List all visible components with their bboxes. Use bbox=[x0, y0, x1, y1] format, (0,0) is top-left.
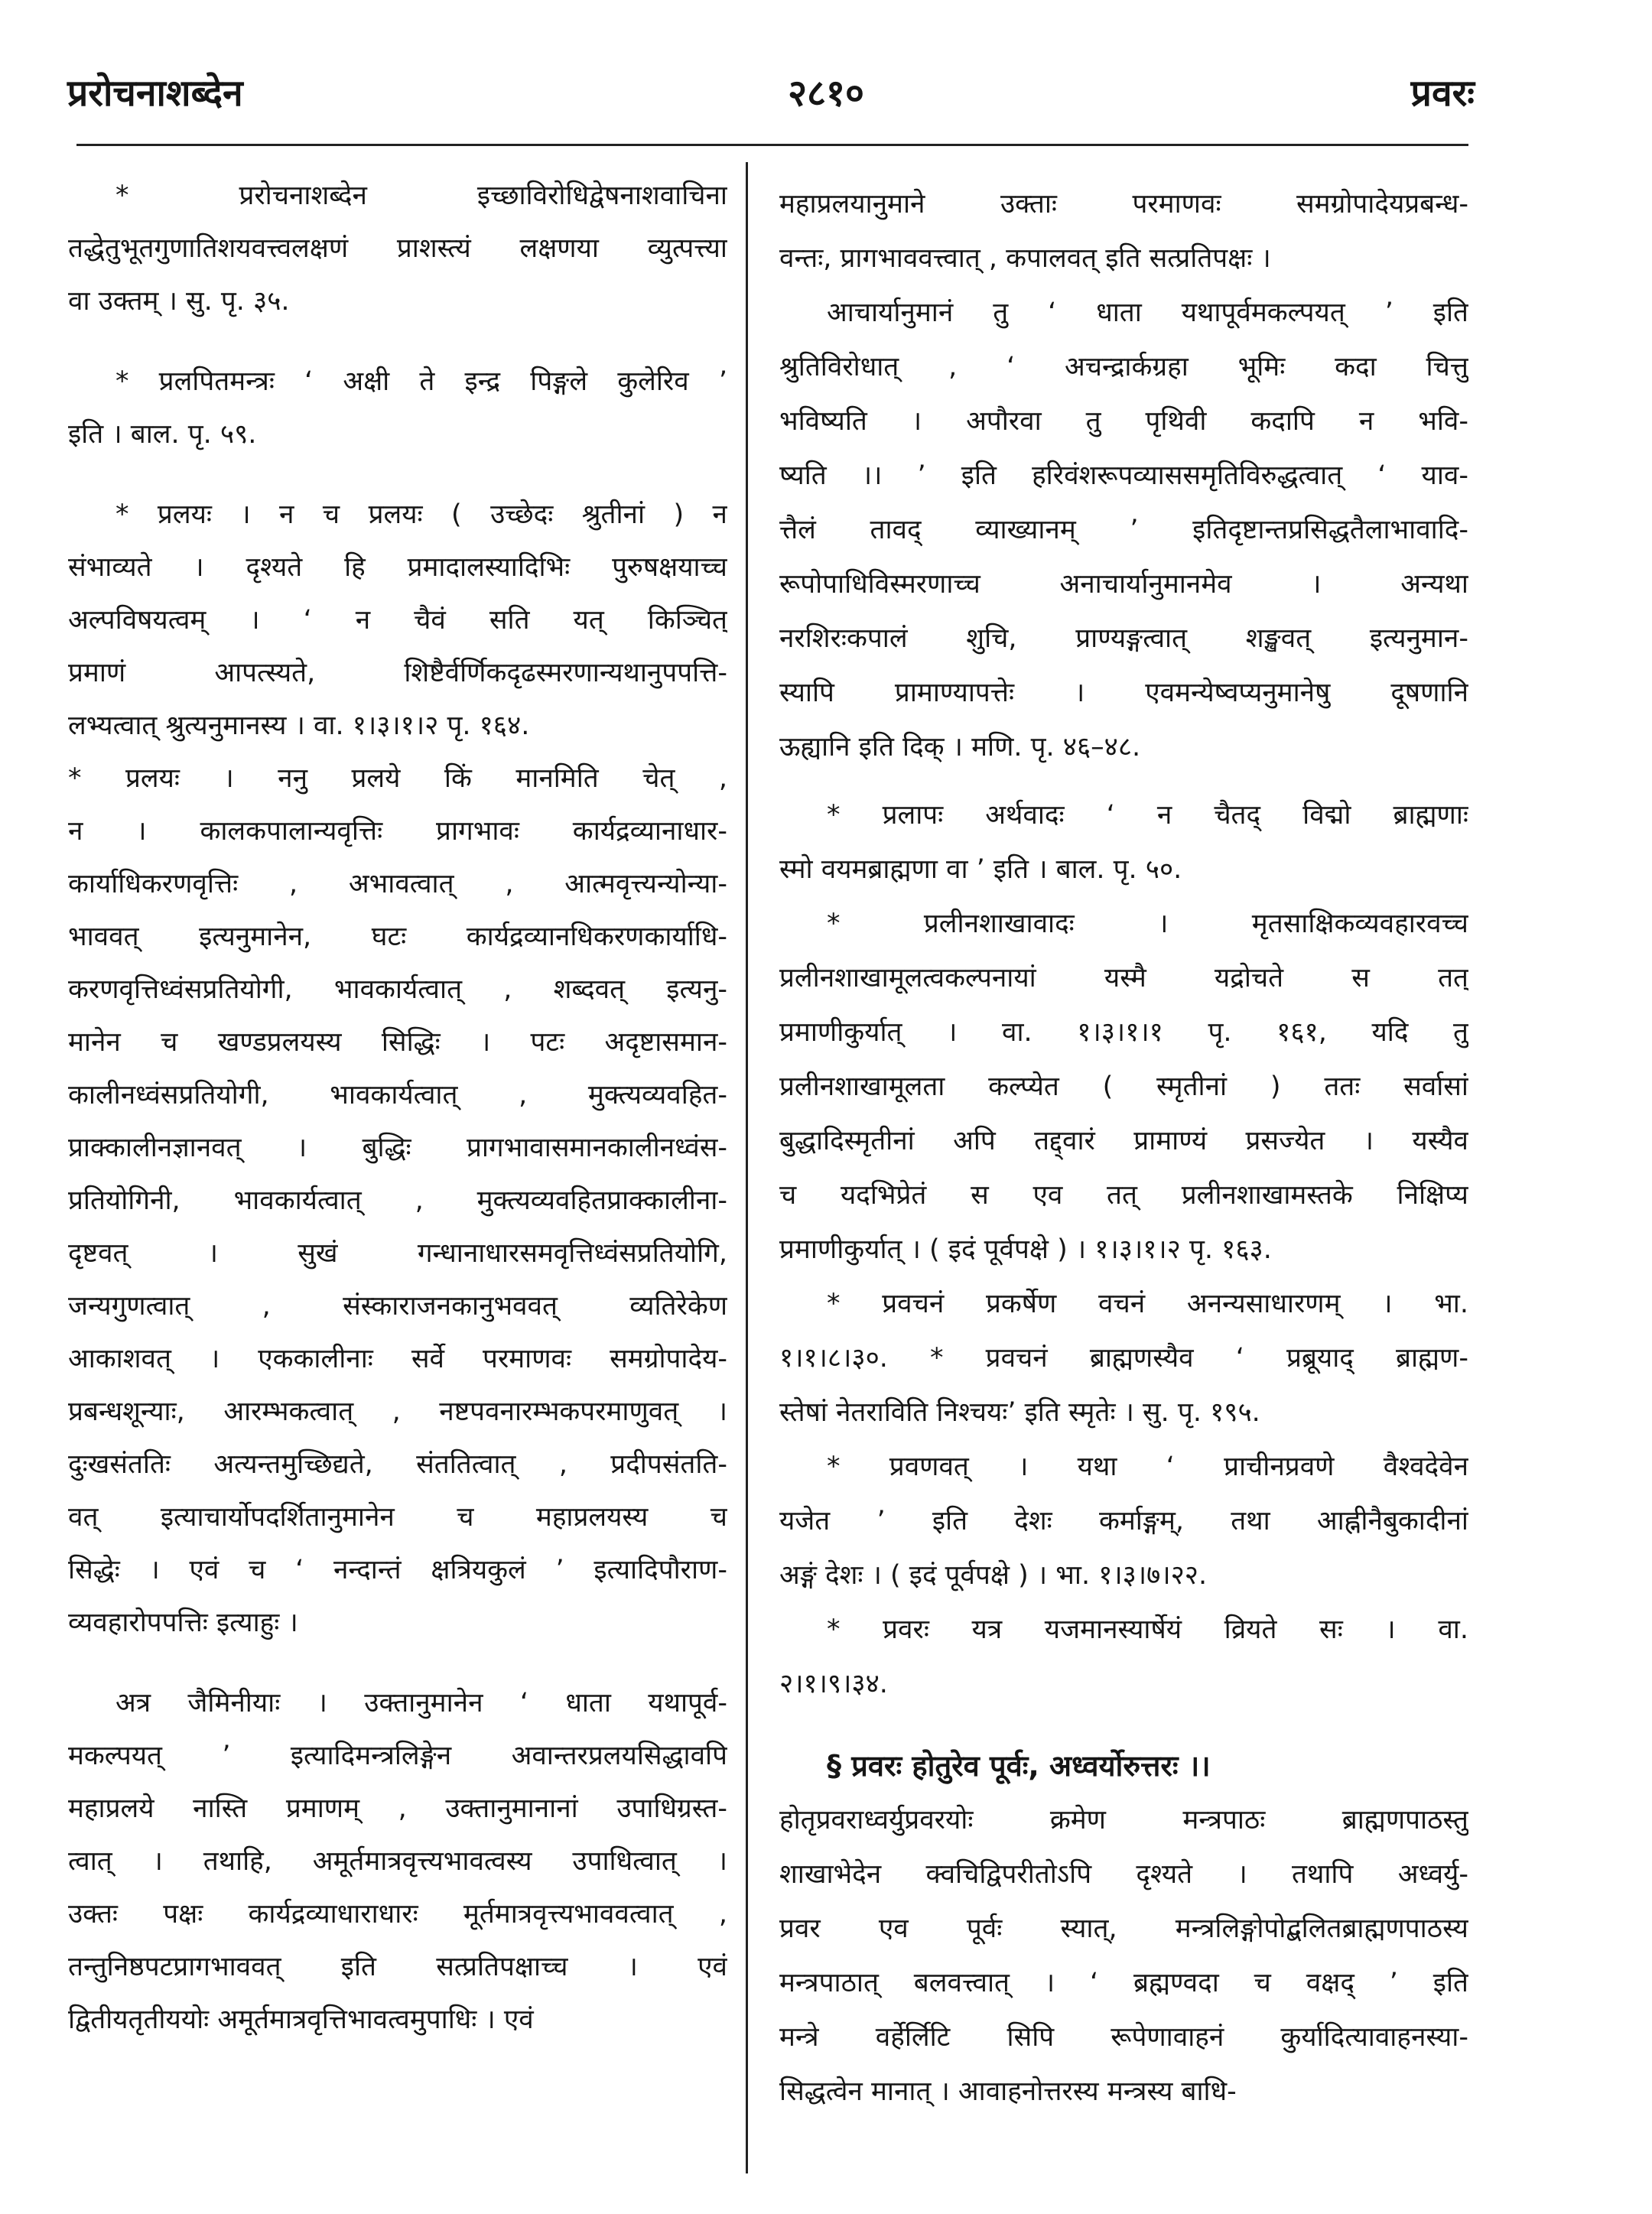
text-line: * प्रलीनशाखावादः । मृतसाक्षिकव्यवहारवच्च bbox=[827, 909, 1468, 939]
header-rule bbox=[76, 144, 1468, 146]
text-line: * प्रलापः अर्थवादः ‘ न चैतद् विद्मो ब्राह्मणाः bbox=[827, 800, 1468, 831]
text-line: आकाशवत् । एककालीनाः सर्वे परमाणवः समग्रोपादेय- bbox=[68, 1344, 727, 1374]
text-line: वा उक्तम् । सु. पृ. ३५. bbox=[68, 286, 290, 317]
text-line: वत् इत्याचार्योपदर्शितानुमानेन च महाप्रलयस्य च bbox=[68, 1502, 727, 1533]
running-head-right: प्रवरः bbox=[1410, 72, 1475, 115]
text-line: प्रलीनशाखामूलता कल्प्येत ( स्मृतीनां ) ततः सर्वासां bbox=[779, 1071, 1468, 1102]
entry-paragraph bbox=[779, 1440, 1468, 1603]
text-line: ऊह्यानि इति दिक् । मणि. पृ. ४६–४८. bbox=[779, 732, 1141, 762]
text-line: बुद्धादिस्मृतीनां अपि तद्द्वारं प्रामाण्यं प्रसज्येत । यस्यैव bbox=[779, 1126, 1468, 1156]
text-line: त्वात् । तथाहि, अमूर्तमात्रवृत्त्यभावत्वस्य उपाधित्वात् । bbox=[68, 1846, 727, 1877]
text-line: होतृप्रवराध्वर्युप्रवरयोः क्रमेण मन्त्रपाठः ब्राह्मणपाठस्तु bbox=[779, 1805, 1468, 1835]
text-line: वन्तः, प्रागभाववत्त्वात् , कपालवत् इति सत्प्रतिपक्षः । bbox=[779, 243, 1271, 274]
text-line: नरशिरःकपालं शुचि, प्राण्यङ्गत्वात् शङ्खवत् इत्यनुमान- bbox=[779, 623, 1468, 654]
entry-paragraph bbox=[779, 1277, 1468, 1440]
entry-paragraph bbox=[779, 1603, 1468, 1712]
entry-paragraph bbox=[779, 286, 1468, 775]
text-line: भविष्यति । अपौरवा तु पृथिवी कदापि न भवि- bbox=[779, 406, 1468, 437]
text-line: यजेत ’ इति देशः कर्माङ्गम्, तथा आह्नीनैबुकादीनां bbox=[779, 1506, 1468, 1536]
text-line: शाखाभेदेन क्वचिद्विपरीतोऽपि दृश्यते । तथापि अध्वर्यु- bbox=[779, 1859, 1468, 1890]
text-line: * प्रवरः यत्र यजमानस्यार्षेयं व्रियते सः । वा. bbox=[827, 1614, 1468, 1645]
text-line: १।१।८।३०. * प्रवचनं ब्राह्मणस्यैव ‘ प्रब्रूयाद् ब्राह्मण- bbox=[779, 1343, 1468, 1374]
text-line: प्रलीनशाखामूलत्वकल्पनायां यस्मै यद्रोचते स तत् bbox=[779, 963, 1468, 993]
text-line: * प्रलयः । न च प्रलयः ( उच्छेदः श्रुतीनां ) न bbox=[115, 499, 727, 530]
text-line: व्यवहारोपपत्तिः इत्याहुः । bbox=[68, 1608, 298, 1638]
text-line: दृष्टवत् । सुखं गन्धानाधारसमवृत्तिध्वंसप्रतियोगि, bbox=[68, 1238, 727, 1269]
text-line: करणवृत्तिध्वंसप्रतियोगी, भावकार्यत्वात् , शब्दवत् इत्यनु- bbox=[68, 974, 727, 1005]
text-line: संभाव्यते । दृश्यते हि प्रमादालस्यादिभिः पुरुषक्षयाच्च bbox=[68, 552, 727, 583]
text-line: प्रमाणं आपत्स्यते, शिष्टैर्वर्णिकदृढस्मरणान्यथानुपपत्ति- bbox=[68, 658, 727, 688]
text-line: स्मो वयमब्राह्मणा वा ’ इति । बाल. पृ. ५०. bbox=[779, 854, 1182, 885]
text-line: जन्यगुणत्वात् , संस्काराजनकानुभववत् व्यतिरेकेण bbox=[68, 1291, 727, 1322]
text-line: * प्रवणवत् । यथा ‘ प्राचीनप्रवणे वैश्वदेवेन bbox=[827, 1452, 1468, 1482]
text-line: महाप्रलये नास्ति प्रमाणम् , उक्तानुमानानां उपाधिग्रस्त- bbox=[68, 1793, 727, 1824]
entry-paragraph bbox=[779, 177, 1468, 286]
text-line: अत्र जैमिनीयाः । उक्तानुमानेन ‘ धाता यथापूर्व- bbox=[115, 1688, 727, 1718]
text-line: लभ्यत्वात् श्रुत्यनुमानस्य । वा. १।३।१।२ पृ. १६४. bbox=[68, 710, 530, 741]
text-line: प्रबन्धशून्याः, आरम्भकत्वात् , नष्टपवनारम्भकपरमाणुवत् । bbox=[68, 1396, 727, 1427]
entry-paragraph bbox=[68, 753, 727, 1650]
left-column bbox=[68, 170, 727, 2047]
text-line: कालीनध्वंसप्रतियोगी, भावकार्यत्वात् , मुक्त्यव्यवहित- bbox=[68, 1080, 727, 1110]
entry-paragraph bbox=[68, 356, 727, 461]
text-line: प्राक्कालीनज्ञानवत् । बुद्धिः प्रागभावासमानकालीनध्वंस- bbox=[68, 1133, 727, 1163]
text-line: मकल्पयत् ’ इत्यादिमन्त्रलिङ्गेन अवान्तरप्रलयसिद्धावपि bbox=[68, 1741, 727, 1771]
text-line: दुःखसंततिः अत्यन्तमुच्छिद्यते, संततित्वात् , प्रदीपसंतति- bbox=[68, 1449, 727, 1480]
running-head-left: प्ररोचनाशब्देन bbox=[67, 72, 243, 115]
entry-paragraph bbox=[68, 489, 727, 753]
text-line: तन्तुनिष्ठपटप्रागभाववत् इति सत्प्रतिपक्षाच्च । एवं bbox=[68, 1952, 727, 1982]
entry-paragraph bbox=[68, 1677, 727, 2047]
text-line: इति । बाल. पृ. ५९. bbox=[68, 419, 257, 450]
text-line: स्यापि प्रामाण्यापत्तेः । एवमन्येष्वप्यनुमानेषु दूषणानि bbox=[779, 678, 1468, 708]
text-line: सिद्धेः । एवं च ‘ नन्दान्तं क्षत्रियकुलं ’ इत्यादिपौराण- bbox=[68, 1555, 727, 1585]
entry-paragraph bbox=[779, 1793, 1468, 2119]
entry-paragraph bbox=[68, 170, 727, 328]
entry-paragraph bbox=[779, 1739, 1468, 1793]
text-line: सिद्धत्वेन मानात् । आवाहनोत्तरस्य मन्त्रस्य बाधि- bbox=[779, 2076, 1237, 2107]
text-line: अल्पविषयत्वम् । ‘ न चैवं सति यत् किञ्चित् bbox=[68, 605, 727, 636]
text-line: § प्रवरः होतुरेव पूर्वः, अध्वर्योरुत्तरः ।। bbox=[827, 1749, 1211, 1783]
text-line: * प्रलपितमन्त्रः ‘ अक्षी ते इन्द्र पिङ्गले कुलेरिव ’ bbox=[115, 366, 727, 397]
right-column bbox=[779, 177, 1468, 2119]
text-line: मन्त्रपाठात् बलवत्त्वात् । ‘ ब्रह्मण्वदा च वक्षद् ’ इति bbox=[779, 1968, 1468, 1998]
text-line: * प्रलयः । ननु प्रलये किं मानमिति चेत् , bbox=[68, 763, 727, 794]
text-line: ष्यति ।। ’ इति हरिवंशरूपव्याससमृतिविरुद्धत्वात् ‘ याव- bbox=[779, 460, 1468, 491]
text-line: कार्याधिकरणवृत्तिः , अभावत्वात् , आत्मवृत्त्यन्योन्या- bbox=[68, 869, 727, 899]
text-line: प्रमाणीकुर्यात् । ( इदं पूर्वपक्षे ) । १।३।१।२ पृ. १६३. bbox=[779, 1234, 1272, 1265]
text-line: प्रमाणीकुर्यात् । वा. १।३।१।१ पृ. १६१, यदि तु bbox=[779, 1017, 1468, 1048]
text-line: मानेन च खण्डप्रलयस्य सिद्धिः । पटः अदृष्टासमान- bbox=[68, 1027, 727, 1058]
text-line: च यदभिप्रेतं स एव तत् प्रलीनशाखामस्तके निक्षिप्य bbox=[779, 1180, 1468, 1211]
column-divider bbox=[746, 162, 748, 2173]
text-line: प्रतियोगिनी, भावकार्यत्वात् , मुक्त्यव्यवहितप्राक्कालीना- bbox=[68, 1185, 727, 1216]
text-line: त्तैलं तावद् व्याख्यानम् ’ इतिदृष्टान्तप्रसिद्धतैलाभावादि- bbox=[779, 515, 1468, 545]
entry-paragraph bbox=[779, 897, 1468, 1277]
entry-paragraph bbox=[779, 788, 1468, 897]
text-line: २।१।९।३४. bbox=[779, 1669, 888, 1699]
text-line: मन्त्रे वर्हेर्लिटि सिपि रूपेणावाहनं कुर्यादित्यावाहनस्या- bbox=[779, 2022, 1468, 2053]
text-line: उक्तः पक्षः कार्यद्रव्याधाराधारः मूर्तमात्रवृत्त्यभाववत्वात् , bbox=[68, 1899, 727, 1930]
text-line: * प्रवचनं प्रकर्षेण वचनं अनन्यसाधारणम् । भा. bbox=[827, 1289, 1468, 1319]
page-number: २८१० bbox=[788, 72, 864, 115]
text-line: आचार्यानुमानं तु ‘ धाता यथापूर्वमकल्पयत् ’ इति bbox=[827, 297, 1468, 328]
text-line: द्वितीयतृतीययोः अमूर्तमात्रवृत्तिभावत्वमुपाधिः । एवं bbox=[68, 2004, 534, 2035]
text-line: प्रवर एव पूर्वः स्यात्, मन्त्रलिङ्गोपोद्बलितब्राह्मणपाठस्य bbox=[779, 1913, 1468, 1944]
text-line: श्रुतिविरोधात् , ‘ अचन्द्रार्कग्रहा भूमिः कदा चित्तु bbox=[779, 352, 1468, 382]
text-line: अङ्गं देशः । ( इदं पूर्वपक्षे ) । भा. १।३।७।२२. bbox=[779, 1560, 1208, 1591]
text-line: महाप्रलयानुमाने उक्ताः परमाणवः समग्रोपादेयप्रबन्ध- bbox=[779, 189, 1468, 219]
text-line: भाववत् इत्यनुमानेन, घटः कार्यद्रव्यानधिकरणकार्याधि- bbox=[68, 922, 727, 952]
text-line: तद्धेतुभूतगुणातिशयवत्त्वलक्षणं प्राशस्त्यं लक्षणया व्युत्पत्त्या bbox=[68, 233, 727, 264]
text-line: रूपोपाधिविस्मरणाच्च अनाचार्यानुमानमेव । अन्यथा bbox=[779, 569, 1468, 600]
text-line: स्तेषां नेतराविति निश्चयः’ इति स्मृतेः । सु. पृ. १९५. bbox=[779, 1397, 1260, 1428]
text-line: न । कालकपालान्यवृत्तिः प्रागभावः कार्यद्रव्यानाधार- bbox=[68, 816, 727, 847]
text-line: * प्ररोचनाशब्देन इच्छाविरोधिद्वेषनाशवाचिना bbox=[115, 180, 727, 211]
